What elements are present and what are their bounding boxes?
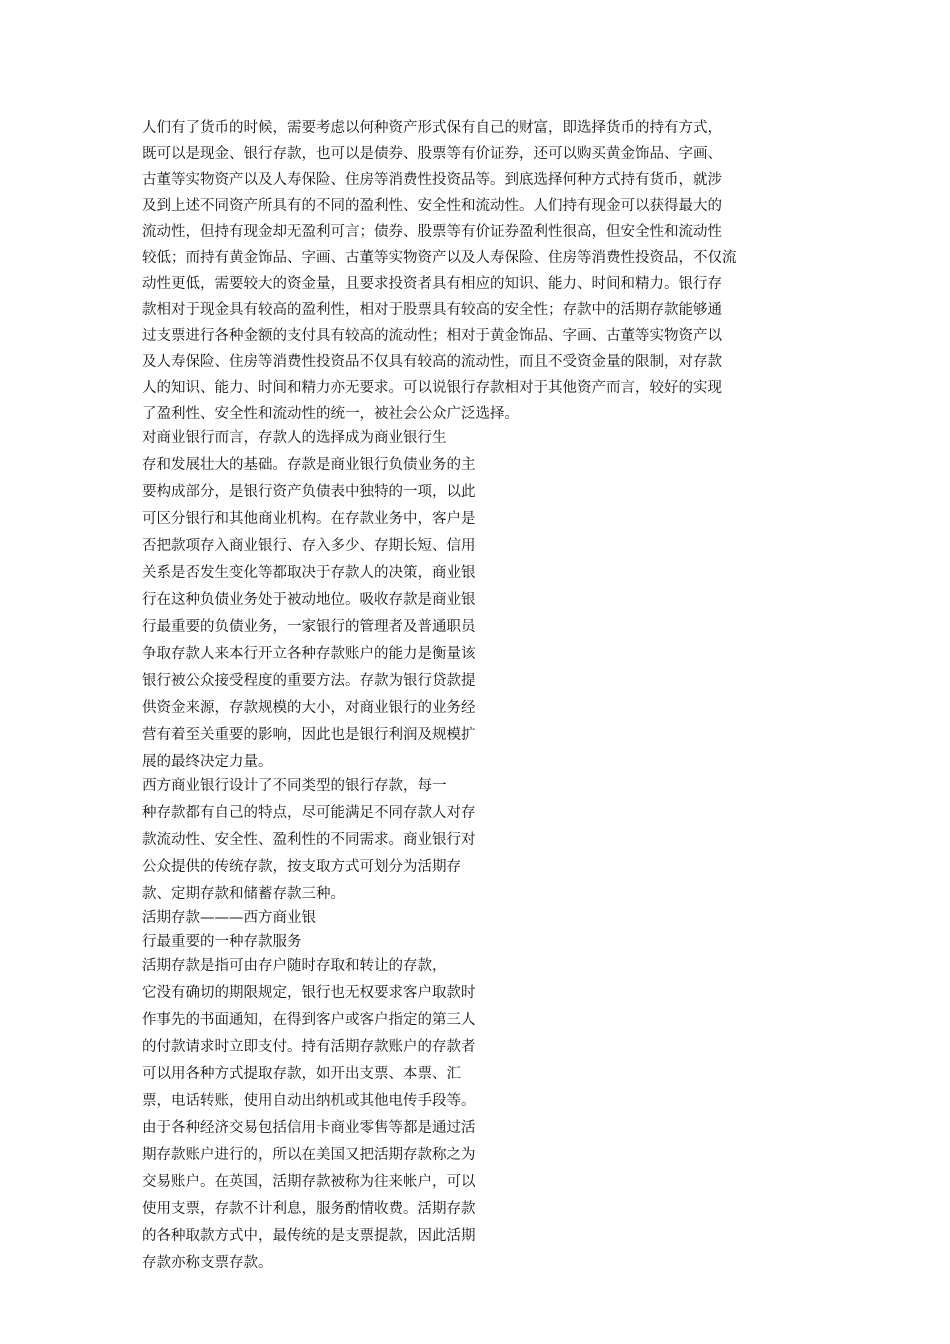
text-line: 由于各种经济交易包括信用卡商业零售等都是通过活 bbox=[142, 1120, 476, 1136]
text-line: 古董等实物资产以及人寿保险、住房等消费性投资品等。到底选择何种方式持有货币，就涉 bbox=[142, 172, 722, 188]
text-line: 西方商业银行设计了不同类型的银行存款，每一 bbox=[142, 778, 447, 794]
text-line: 过支票进行各种金额的支付具有较高的流动性；相对于黄金饰品、字画、古董等实物资产以 bbox=[142, 328, 722, 344]
text-line: 的各种取款方式中，最传统的是支票提款，因此活期 bbox=[142, 1228, 476, 1244]
heading-line: 活期存款———西方商业银 bbox=[142, 910, 316, 926]
text-line: 争取存款人来本行开立各种存款账户的能力是衡量该 bbox=[142, 646, 476, 662]
text-line: 行在这种负债业务处于被动地位。吸收存款是商业银 bbox=[142, 592, 476, 608]
text-line: 使用支票，存款不计利息，服务酌情收费。活期存款 bbox=[142, 1201, 476, 1217]
text-line: 人的知识、能力、时间和精力亦无要求。可以说银行存款相对于其他资产而言，较好的实现 bbox=[142, 380, 722, 396]
text-line: 供资金来源，存款规模的大小，对商业银行的业务经 bbox=[142, 700, 476, 716]
text-line: 公众提供的传统存款，按支取方式可划分为活期存 bbox=[142, 859, 461, 875]
text-line: 及到上述不同资产所具有的不同的盈利性、安全性和流动性。人们持有现金可以获得最大的 bbox=[142, 198, 722, 214]
heading-line: 行最重要的一种存款服务 bbox=[142, 934, 302, 950]
text-line: 可区分银行和其他商业机构。在存款业务中，客户是 bbox=[142, 511, 476, 527]
text-line: 种存款都有自己的特点，尽可能满足不同存款人对存 bbox=[142, 805, 476, 821]
text-line: 关系是否发生变化等都取决于存款人的决策，商业银 bbox=[142, 565, 476, 581]
text-line: 既可以是现金、银行存款，也可以是债券、股票等有价证券，还可以购买黄金饰品、字画、 bbox=[142, 146, 722, 162]
text-line: 作事先的书面通知，在得到客户或客户指定的第三人 bbox=[142, 1012, 476, 1028]
text-line: 行最重要的负债业务，一家银行的管理者及普通职员 bbox=[142, 619, 476, 635]
text-line: 人们有了货币的时候，需要考虑以何种资产形式保有自己的财富，即选择货币的持有方式， bbox=[142, 120, 722, 136]
text-line: 的付款请求时立即支付。持有活期存款账户的存款者 bbox=[142, 1039, 476, 1055]
text-line: 对商业银行而言，存款人的选择成为商业银行生 bbox=[142, 430, 447, 446]
text-line: 及人寿保险、住房等消费性投资品不仅具有较高的流动性，而且不受资金量的限制，对存款 bbox=[142, 354, 722, 370]
text-line: 存和发展壮大的基础。存款是商业银行负债业务的主 bbox=[142, 457, 476, 473]
text-line: 营有着至关重要的影响，因此也是银行利润及规模扩 bbox=[142, 727, 476, 743]
text-line: 展的最终决定力量。 bbox=[142, 754, 273, 770]
text-line: 款流动性、安全性、盈利性的不同需求。商业银行对 bbox=[142, 832, 476, 848]
text-line: 交易账户。在英国，活期存款被称为往来帐户，可以 bbox=[142, 1174, 476, 1190]
text-line: 款相对于现金具有较高的盈利性，相对于股票具有较高的安全性；存款中的活期存款能够通 bbox=[142, 302, 722, 318]
text-line: 可以用各种方式提取存款，如开出支票、本票、汇 bbox=[142, 1066, 461, 1082]
text-line: 银行被公众接受程度的重要方法。存款为银行贷款提 bbox=[142, 673, 476, 689]
text-line: 期存款账户进行的，所以在美国又把活期存款称之为 bbox=[142, 1147, 476, 1163]
text-line: 了盈利性、安全性和流动性的统一，被社会公众广泛选择。 bbox=[142, 406, 519, 422]
text-line: 否把款项存入商业银行、存入多少、存期长短、信用 bbox=[142, 538, 476, 554]
text-line: 它没有确切的期限规定，银行也无权要求客户取款时 bbox=[142, 985, 476, 1001]
text-line: 较低；而持有黄金饰品、字画、古董等实物资产以及人寿保险、住房等消费性投资品，不仅流 bbox=[142, 250, 737, 266]
text-line: 活期存款是指可由存户随时存取和转让的存款， bbox=[142, 958, 447, 974]
text-line: 要构成部分，是银行资产负债表中独特的一项，以此 bbox=[142, 484, 476, 500]
text-line: 流动性，但持有现金却无盈利可言；债券、股票等有价证券盈利性很高，但安全性和流动性 bbox=[142, 224, 722, 240]
text-line: 款、定期存款和储蓄存款三种。 bbox=[142, 886, 345, 902]
text-line: 动性更低，需要较大的资金量，且要求投资者具有相应的知识、能力、时间和精力。银行存 bbox=[142, 276, 722, 292]
text-line: 票，电话转账，使用自动出纳机或其他电传手段等。 bbox=[142, 1093, 476, 1109]
text-line: 存款亦称支票存款。 bbox=[142, 1255, 273, 1271]
